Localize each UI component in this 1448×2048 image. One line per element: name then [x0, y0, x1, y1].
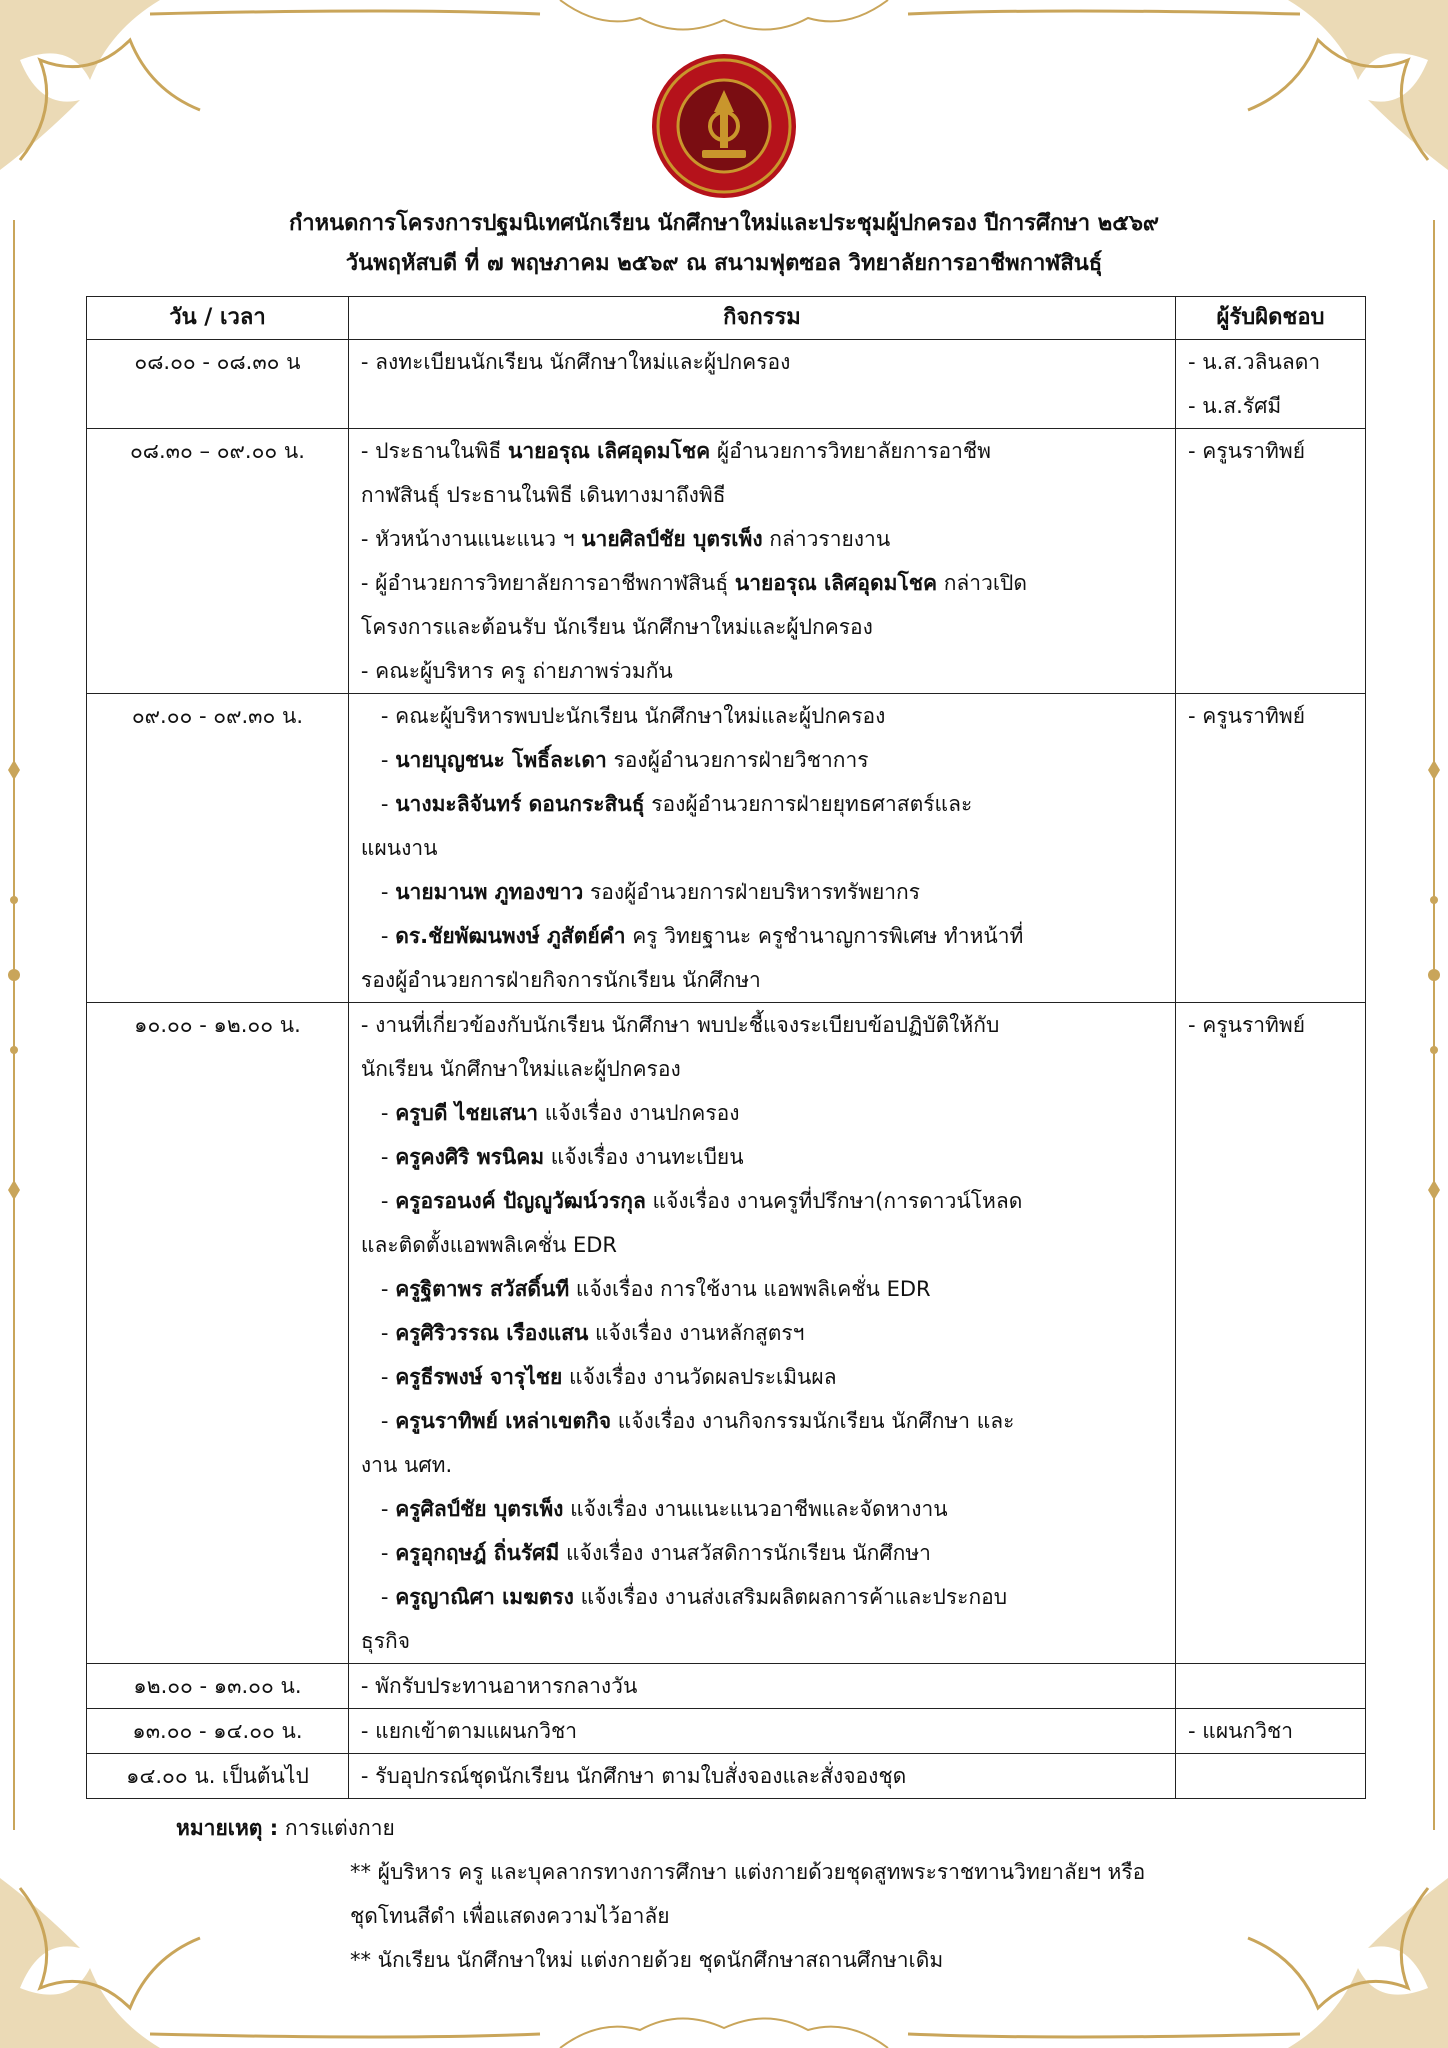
activity-text: แจ้งเรื่อง งานสวัสดิการนักเรียน นักศึกษา — [559, 1541, 931, 1565]
activity-text: ครู วิทยฐานะ ครูชำนาญการพิเศษ ทำหน้าที่ — [625, 924, 1024, 948]
activity-line — [361, 1575, 1163, 1619]
activity-text: แจ้งเรื่อง งานวัดผลประเมินผล — [562, 1365, 837, 1389]
remark-text: การแต่งกาย — [278, 1816, 395, 1840]
activity-cell — [348, 1003, 1175, 1664]
activity-text: รองผู้อำนวยการฝ่ายวิชาการ — [606, 748, 869, 772]
responsible-person: - น.ส.รัศมี — [1188, 394, 1282, 418]
table-row — [87, 1664, 1366, 1709]
activity-line — [361, 1179, 1163, 1223]
activity-text: - — [380, 1101, 396, 1125]
activity-text: - — [380, 924, 396, 948]
remark-line: ** นักเรียน นักศึกษาใหม่ แต่งกายด้วย ชุดนักศึกษาสถานศึกษาเดิม — [350, 1948, 944, 1972]
activity-text: - แยกเข้าตามแผนกวิชา — [360, 1719, 578, 1743]
person-name: นายมานพ ภูทองขาว — [395, 880, 584, 904]
activity-line — [361, 1047, 1163, 1091]
responsible-person: - ครูนราทิพย์ — [1188, 439, 1306, 463]
activity-line — [361, 1443, 1163, 1487]
person-name: ครูญาณิศา เมฆตรง — [395, 1585, 574, 1609]
table-row — [87, 429, 1366, 694]
activity-cell — [348, 694, 1175, 1003]
remark-line: ชุดโทนสีดำ เพื่อแสดงความไว้อาลัย — [350, 1904, 670, 1928]
activity-line — [361, 1709, 1163, 1753]
activity-text: - หัวหน้างานแนะแนว ฯ — [360, 527, 582, 551]
activity-line — [361, 561, 1163, 605]
activity-text: - — [380, 880, 396, 904]
table-row — [87, 340, 1366, 429]
table-row — [87, 694, 1366, 1003]
activity-text: รองผู้อำนวยการฝ่ายกิจการนักเรียน นักศึกษา — [360, 968, 761, 992]
activity-text: - — [380, 1145, 396, 1169]
responsible-person: - ครูนราทิพย์ — [1188, 1013, 1306, 1037]
person-name: ครูศิริวรรณ เรืองแสน — [395, 1321, 589, 1345]
activity-cell — [348, 340, 1175, 429]
time-cell: ๑๓.๐๐ - ๑๔.๐๐ น. — [87, 1709, 349, 1754]
activity-cell — [348, 1754, 1175, 1799]
activity-text: กล่าวเปิด — [937, 571, 1028, 595]
person-name: ครูอุกฤษฎ์ ถิ่นรัศมี — [395, 1541, 560, 1565]
activity-line — [361, 1754, 1163, 1798]
activity-text: แจ้งเรื่อง งานแนะแนวอาชีพและจัดหางาน — [563, 1497, 948, 1521]
activity-text: - — [380, 748, 396, 772]
schedule-table — [86, 296, 1366, 1799]
person-name: นางมะลิจันทร์ ดอนกระสินธุ์ — [395, 792, 645, 816]
activity-line — [361, 870, 1163, 914]
activity-line — [361, 1355, 1163, 1399]
person-name: ครูอรอนงค์ ปัญญูวัฒน์วรกุล — [395, 1189, 646, 1213]
activity-text: แจ้งเรื่อง งานปกครอง — [538, 1101, 740, 1125]
activity-text: แจ้งเรื่อง งานครูที่ปรึกษา(การดาวน์โหลด — [645, 1189, 1023, 1213]
activity-line — [361, 1311, 1163, 1355]
activity-text: โครงการและต้อนรับ นักเรียน นักศึกษาใหม่และผู้ปกครอง — [360, 615, 873, 639]
activity-cell — [348, 429, 1175, 694]
activity-text: - คณะผู้บริหารพบปะนักเรียน นักศึกษาใหม่และผู้ปกครอง — [380, 704, 886, 728]
header-responsible: ผู้รับผิดชอบ — [1176, 297, 1366, 340]
responsible-cell — [1176, 429, 1366, 694]
responsible-person: - ครูนราทิพย์ — [1188, 704, 1306, 728]
activity-line — [361, 605, 1163, 649]
activity-line — [361, 694, 1163, 738]
responsible-cell — [1176, 1709, 1366, 1754]
header-time: วัน / เวลา — [87, 297, 349, 340]
table-row — [87, 1709, 1366, 1754]
activity-text: - — [380, 1409, 396, 1433]
activity-text: แจ้งเรื่อง การใช้งาน แอพพลิเคชั่น EDR — [569, 1277, 931, 1301]
person-name: ครูคงศิริ พรนิคม — [395, 1145, 545, 1169]
activity-text: - คณะผู้บริหาร ครู ถ่ายภาพร่วมกัน — [360, 659, 673, 683]
activity-text: ผู้อำนวยการวิทยาลัยการอาชีพ — [710, 439, 991, 463]
responsible-cell — [1176, 1664, 1366, 1709]
person-name: นายบุญชนะ โพธิ์ละเดา — [395, 748, 607, 772]
activity-text: รองผู้อำนวยการฝ่ายบริหารทรัพยากร — [583, 880, 921, 904]
activity-line — [361, 1531, 1163, 1575]
activity-text: รองผู้อำนวยการฝ่ายยุทธศาสตร์และ — [644, 792, 973, 816]
person-name: ครูบดี ไชยเสนา — [395, 1101, 539, 1125]
person-name: นายอรุณ เลิศอุดมโชค — [507, 439, 711, 463]
person-name: ครูธีรพงษ์ จารุไชย — [395, 1365, 563, 1389]
activity-text: - พักรับประทานอาหารกลางวัน — [360, 1674, 638, 1698]
person-name: ครูฐิตาพร สวัสดิ์นที — [395, 1277, 570, 1301]
activity-text: - — [380, 1541, 396, 1565]
person-name: นายอรุณ เลิศอุดมโชค — [734, 571, 938, 595]
activity-cell — [348, 1664, 1175, 1709]
activity-text: แจ้งเรื่อง งานหลักสูตรฯ — [588, 1321, 805, 1345]
page-subtitle: วันพฤหัสบดี ที่ ๗ พฤษภาคม ๒๕๖๙ ณ สนามฟุตซอล วิทยาลัยการอาชีพกาฬสินธุ์ — [345, 251, 1103, 276]
activity-line — [361, 1664, 1163, 1708]
college-emblem-icon — [650, 52, 798, 200]
activity-line — [361, 914, 1163, 958]
remark — [176, 1806, 395, 1850]
person-name: นายศิลป์ชัย บุตรเพ็ง — [581, 527, 763, 551]
responsible-person: - น.ส.วลินลดา — [1188, 350, 1321, 374]
time-cell: ๐๙.๐๐ - ๐๙.๓๐ น. — [87, 694, 349, 1003]
activity-text: - งานที่เกี่ยวข้องกับนักเรียน นักศึกษา พบปะชี้แจงระเบียบข้อปฏิบัติให้กับ — [360, 1013, 1000, 1037]
activity-cell — [348, 1709, 1175, 1754]
responsible-person: - แผนกวิชา — [1188, 1719, 1294, 1743]
activity-line — [361, 1267, 1163, 1311]
time-cell: ๑๔.๐๐ น. เป็นต้นไป — [87, 1754, 349, 1799]
responsible-cell — [1176, 694, 1366, 1003]
activity-line — [361, 826, 1163, 870]
activity-text: - — [380, 792, 396, 816]
activity-line — [361, 1399, 1163, 1443]
time-cell: ๐๘.๓๐ – ๐๙.๐๐ น. — [87, 429, 349, 694]
remark-line: ** ผู้บริหาร ครู และบุคลากรทางการศึกษา แต่งกายด้วยชุดสูทพระราชทานวิทยาลัยฯ หรือ — [350, 1860, 1146, 1884]
activity-text: - รับอุปกรณ์ชุดนักเรียน นักศึกษา ตามใบสั่งจองและสั่งจองชุด — [360, 1764, 907, 1788]
person-name: ครูนราทิพย์ เหล่าเขตกิจ — [395, 1409, 612, 1433]
responsible-cell — [1176, 1754, 1366, 1799]
time-cell: ๑๒.๐๐ - ๑๓.๐๐ น. — [87, 1664, 349, 1709]
responsible-cell — [1176, 340, 1366, 429]
page-title: กำหนดการโครงการปฐมนิเทศนักเรียน นักศึกษาใหม่และประชุมผู้ปกครอง ปีการศึกษา ๒๕๖๙ — [288, 211, 1160, 236]
activity-text: - — [380, 1189, 396, 1213]
time-cell: ๑๐.๐๐ - ๑๒.๐๐ น. — [87, 1003, 349, 1664]
activity-line — [361, 1091, 1163, 1135]
person-name: ดร.ชัยพัฒนพงษ์ ภูสัตย์คำ — [395, 924, 626, 948]
remark-details — [350, 1850, 1310, 1982]
activity-line — [361, 1487, 1163, 1531]
activity-text: กาฬสินธุ์ ประธานในพิธี เดินทางมาถึงพิธี — [360, 483, 726, 507]
activity-line — [361, 738, 1163, 782]
activity-line — [361, 429, 1163, 473]
activity-text: และติดตั้งแอพพลิเคชั่น EDR — [360, 1233, 618, 1257]
table-header-row — [87, 297, 1366, 340]
activity-text: กล่าวรายงาน — [762, 527, 891, 551]
activity-line — [361, 1619, 1163, 1663]
activity-text: งาน นศท. — [360, 1453, 453, 1477]
activity-text: - ลงทะเบียนนักเรียน นักศึกษาใหม่และผู้ปกครอง — [360, 350, 791, 374]
table-row — [87, 1754, 1366, 1799]
activity-line — [361, 958, 1163, 1002]
activity-text: - ผู้อำนวยการวิทยาลัยการอาชีพกาฬสินธุ์ — [360, 571, 735, 595]
activity-text: นักเรียน นักศึกษาใหม่และผู้ปกครอง — [360, 1057, 681, 1081]
activity-text: - — [380, 1365, 396, 1389]
activity-line — [361, 782, 1163, 826]
activity-line — [361, 1135, 1163, 1179]
responsible-cell — [1176, 1003, 1366, 1664]
activity-text: - ประธานในพิธี — [360, 439, 508, 463]
activity-text: ธุรกิจ — [360, 1629, 411, 1653]
activity-line — [361, 1003, 1163, 1047]
activity-text: แจ้งเรื่อง งานกิจกรรมนักเรียน นักศึกษา และ — [611, 1409, 1015, 1433]
activity-text: แจ้งเรื่อง งานส่งเสริมผลิตผลการค้าและประกอบ — [573, 1585, 1008, 1609]
activity-text: แผนงาน — [360, 836, 438, 860]
activity-line — [361, 517, 1163, 561]
activity-text: - — [380, 1277, 396, 1301]
table-row — [87, 1003, 1366, 1664]
activity-line — [361, 649, 1163, 693]
activity-text: แจ้งเรื่อง งานทะเบียน — [544, 1145, 744, 1169]
person-name: ครูศิลป์ชัย บุตรเพ็ง — [395, 1497, 564, 1521]
activity-text: - — [380, 1585, 396, 1609]
activity-text: - — [380, 1321, 396, 1345]
activity-line — [361, 473, 1163, 517]
header-activity: กิจกรรม — [348, 297, 1175, 340]
time-cell: ๐๘.๐๐ - ๐๘.๓๐ น — [87, 340, 349, 429]
activity-text: - — [380, 1497, 396, 1521]
remark-label: หมายเหตุ : — [176, 1816, 279, 1840]
activity-line — [361, 340, 1163, 384]
activity-line — [361, 1223, 1163, 1267]
